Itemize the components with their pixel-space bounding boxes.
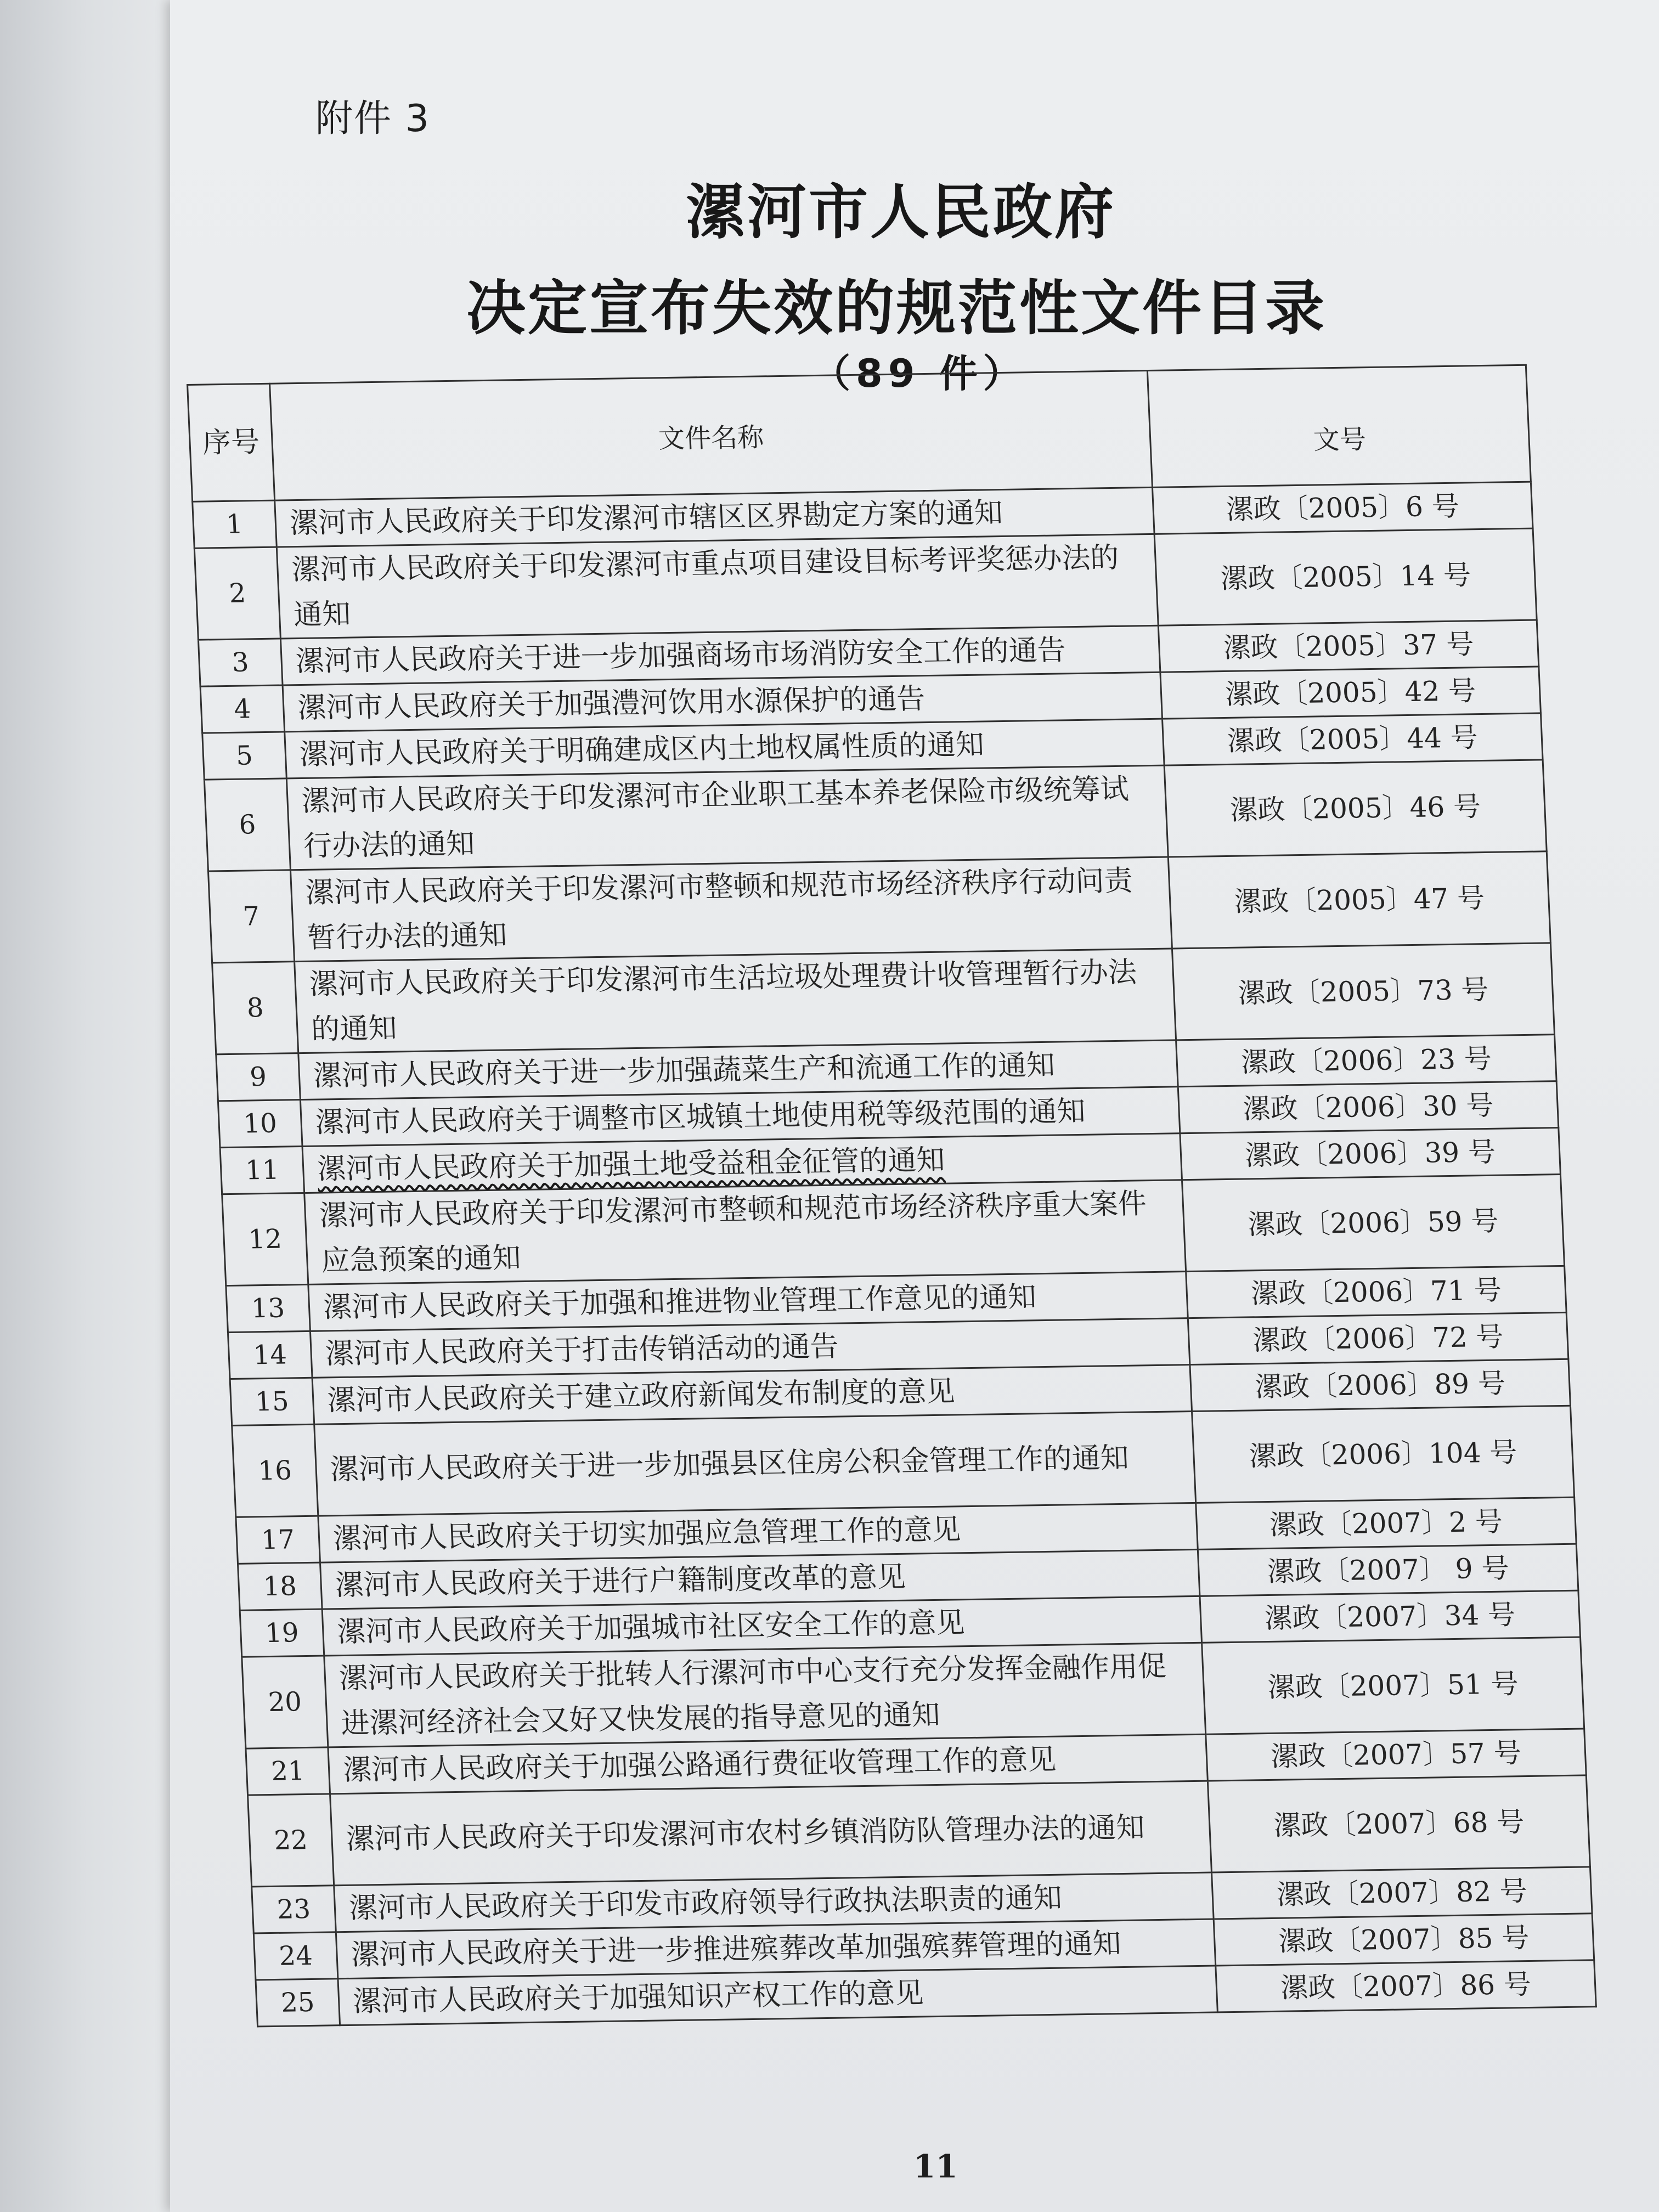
row-number: 14 <box>228 1331 312 1379</box>
row-document-name: 漯河市人民政府关于切实加强应急管理工作的意见 <box>318 1503 1198 1562</box>
row-document-name: 漯河市人民政府关于加强知识产权工作的意见 <box>338 1966 1217 2025</box>
row-document-number: 漯政〔2006〕72 号 <box>1188 1312 1568 1364</box>
row-document-number: 漯政〔2005〕14 号 <box>1154 528 1537 625</box>
row-number: 22 <box>248 1794 334 1887</box>
row-document-name: 漯河市人民政府关于加强城市社区安全工作的意见 <box>322 1596 1201 1656</box>
row-document-number: 漯政〔2005〕46 号 <box>1164 760 1547 857</box>
row-document-number: 漯政〔2006〕71 号 <box>1186 1266 1567 1318</box>
wavy-underline-text: 漯河市人民政府关于加强土地受益租金征管的通知 <box>317 1143 946 1186</box>
row-document-number: 漯政〔2006〕30 号 <box>1178 1081 1559 1133</box>
page-number: 11 <box>913 2148 958 2185</box>
row-document-number: 漯政〔2007〕68 号 <box>1207 1775 1590 1872</box>
row-document-name: 漯河市人民政府关于明确建成区内土地权属性质的通知 <box>285 719 1164 778</box>
document-table <box>187 364 1597 2028</box>
row-number: 4 <box>200 685 285 733</box>
row-document-number: 漯政〔2007〕85 号 <box>1214 1914 1594 1966</box>
row-number: 24 <box>253 1932 338 1980</box>
row-number: 3 <box>198 639 283 686</box>
row-document-number: 漯政〔2006〕59 号 <box>1182 1175 1564 1272</box>
header-document-number: 文号 <box>1147 365 1531 487</box>
row-document-number: 漯政〔2005〕47 号 <box>1168 851 1550 949</box>
row-document-name: 漯河市人民政府关于批转人行漯河市中心支行充分发挥金融作用促进漯河经济社会又好又快发展的指导意见的通知 <box>324 1643 1206 1747</box>
row-document-name: 漯河市人民政府关于调整市区城镇土地使用税等级范围的通知 <box>300 1087 1180 1147</box>
row-document-name: 漯河市人民政府关于进一步加强商场市场消防安全工作的通告 <box>280 625 1160 685</box>
row-number: 7 <box>208 870 294 963</box>
row-number: 19 <box>240 1609 324 1657</box>
row-number: 12 <box>222 1193 308 1285</box>
row-number: 9 <box>216 1053 301 1101</box>
row-document-number: 漯政〔2007〕2 号 <box>1196 1497 1577 1549</box>
row-document-number: 漯政〔2007〕 9 号 <box>1198 1544 1578 1596</box>
row-document-number: 漯政〔2007〕51 号 <box>1202 1637 1584 1734</box>
row-document-name: 漯河市人民政府关于印发漯河市整顿和规范市场经济秩序重大案件应急预案的通知 <box>304 1180 1186 1285</box>
row-number: 2 <box>194 547 280 640</box>
row-number: 16 <box>232 1424 318 1517</box>
header-serial-number: 序号 <box>188 383 275 501</box>
row-document-name: 漯河市人民政府关于印发漯河市辖区区界勘定方案的通知 <box>275 487 1154 547</box>
row-document-name: 漯河市人民政府关于进一步加强蔬菜生产和流通工作的通知 <box>298 1040 1178 1100</box>
title-line-2: 决定宣布失效的规范性文件目录 <box>466 274 1327 343</box>
row-document-name: 漯河市人民政府关于进行户籍制度改革的意见 <box>320 1549 1199 1609</box>
row-number: 8 <box>212 962 298 1054</box>
row-number: 11 <box>220 1147 304 1194</box>
header-document-name: 文件名称 <box>270 371 1153 501</box>
row-document-number: 漯政〔2007〕82 号 <box>1212 1867 1593 1919</box>
row-document-number: 漯政〔2005〕73 号 <box>1172 943 1554 1040</box>
row-number: 1 <box>193 500 277 548</box>
row-number: 21 <box>246 1747 330 1795</box>
row-document-name: 漯河市人民政府关于印发漯河市企业职工基本养老保险市级统筹试行办法的通知 <box>286 765 1168 870</box>
row-document-name: 漯河市人民政府关于加强澧河饮用水源保护的通告 <box>283 672 1162 732</box>
row-document-name: 漯河市人民政府关于印发漯河市重点项目建设目标考评奖惩办法的通知 <box>276 534 1158 639</box>
annex-label: 附件 3 <box>315 97 430 140</box>
row-document-name: 漯河市人民政府关于加强和推进物业管理工作意见的通知 <box>308 1272 1188 1331</box>
row-number: 13 <box>226 1284 311 1332</box>
row-document-name: 漯河市人民政府关于进一步加强县区住房公积金管理工作的通知 <box>314 1412 1196 1516</box>
row-number: 5 <box>202 732 287 780</box>
row-document-number: 漯政〔2005〕6 号 <box>1152 482 1533 534</box>
row-document-number: 漯政〔2006〕104 号 <box>1192 1406 1575 1503</box>
title-line-1: 漯河市人民政府 <box>686 178 1116 247</box>
table-header-row <box>188 365 1531 501</box>
row-document-name: 漯河市人民政府关于印发市政府领导行政执法职责的通知 <box>334 1872 1214 1932</box>
row-number: 20 <box>242 1656 328 1748</box>
row-document-number: 漯政〔2006〕23 号 <box>1176 1035 1557 1087</box>
row-number: 17 <box>236 1516 320 1564</box>
row-document-number: 漯政〔2007〕86 号 <box>1216 1960 1596 2012</box>
row-document-name: 漯河市人民政府关于加强公路通行费征收管理工作的意见 <box>328 1734 1207 1794</box>
row-document-name: 漯河市人民政府关于建立政府新闻发布制度的意见 <box>312 1365 1192 1425</box>
row-document-number: 漯政〔2005〕42 号 <box>1160 667 1541 719</box>
row-document-number: 漯政〔2007〕34 号 <box>1200 1590 1581 1643</box>
row-number: 15 <box>230 1378 314 1425</box>
document-count: （89 件） <box>812 351 1027 396</box>
row-document-number: 漯政〔2007〕57 号 <box>1206 1729 1587 1781</box>
row-document-name: 漯河市人民政府关于印发漯河市整顿和规范市场经济秩序行动问责暂行办法的通知 <box>290 857 1172 962</box>
row-document-name: 漯河市人民政府关于进一步推进殡葬改革加强殡葬管理的通知 <box>336 1919 1215 1979</box>
row-document-number: 漯政〔2006〕39 号 <box>1180 1128 1561 1180</box>
row-number: 10 <box>218 1100 302 1148</box>
row-number: 23 <box>252 1886 336 1933</box>
row-document-number: 漯政〔2006〕89 号 <box>1190 1359 1571 1411</box>
row-number: 6 <box>204 778 290 871</box>
row-document-name: 漯河市人民政府关于打击传销活动的通告 <box>310 1318 1189 1378</box>
row-document-number: 漯政〔2005〕37 号 <box>1158 620 1539 672</box>
row-document-number: 漯政〔2005〕44 号 <box>1163 713 1543 765</box>
row-document-name: 漯河市人民政府关于印发漯河市农村乡镇消防队管理办法的通知 <box>330 1781 1212 1886</box>
row-number: 25 <box>256 1979 340 2027</box>
row-document-name: 漯河市人民政府关于印发漯河市生活垃圾处理费计收管理暂行办法的通知 <box>295 949 1176 1053</box>
document-table-wrapper <box>187 364 1598 2084</box>
row-number: 18 <box>238 1562 323 1610</box>
